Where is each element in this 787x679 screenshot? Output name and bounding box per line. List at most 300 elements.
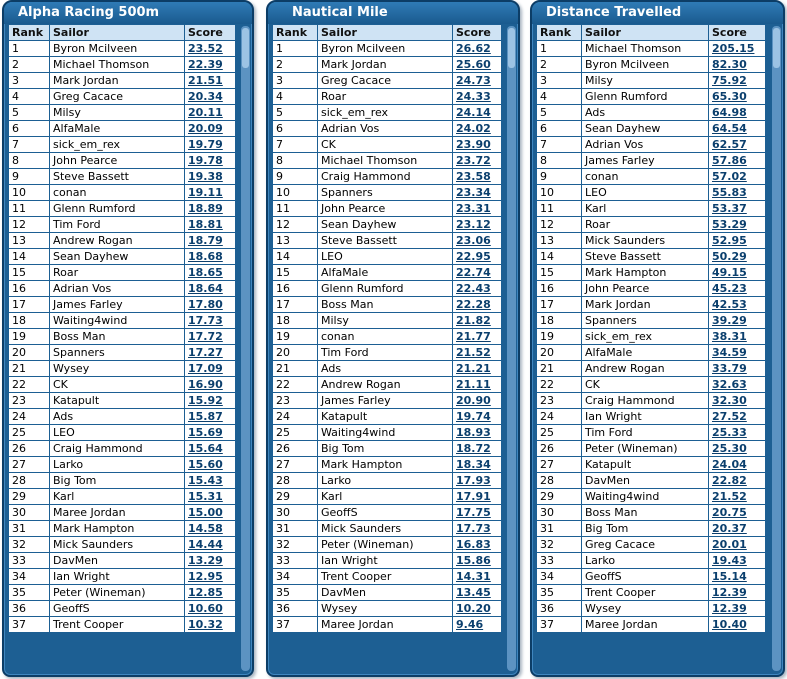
score-link[interactable]: 10.32 (185, 617, 236, 633)
score-link[interactable]: 32.63 (709, 377, 766, 393)
sailor-cell: Ian Wright (50, 569, 185, 585)
rank-cell: 35 (273, 585, 318, 601)
score-link[interactable]: 62.57 (709, 137, 766, 153)
rank-cell: 14 (273, 249, 318, 265)
sailor-cell: Milsy (50, 105, 185, 121)
score-link[interactable]: 18.68 (185, 249, 236, 265)
rank-cell: 37 (273, 617, 318, 633)
sailor-cell: Roar (50, 265, 185, 281)
sailor-cell: Mark Hampton (50, 521, 185, 537)
score-link[interactable]: 25.60 (453, 57, 502, 73)
score-link[interactable]: 34.59 (709, 345, 766, 361)
rank-cell: 30 (9, 505, 50, 521)
score-link[interactable]: 21.52 (709, 489, 766, 505)
table-header-row (537, 25, 766, 41)
rank-cell: 14 (9, 249, 50, 265)
score-link[interactable]: 14.58 (185, 521, 236, 537)
table-row (273, 297, 502, 313)
score-link[interactable]: 15.69 (185, 425, 236, 441)
table-row (537, 393, 766, 409)
score-link[interactable]: 52.95 (709, 233, 766, 249)
score-link[interactable]: 15.87 (185, 409, 236, 425)
sailor-cell: Michael Thomson (582, 41, 709, 57)
score-link[interactable]: 20.11 (185, 105, 236, 121)
sailor-cell: Waiting4wind (318, 425, 453, 441)
rank-cell: 12 (9, 217, 50, 233)
table-row (537, 137, 766, 153)
score-link[interactable]: 16.90 (185, 377, 236, 393)
sailor-cell: Big Tom (318, 441, 453, 457)
rank-cell: 35 (9, 585, 50, 601)
sailor-cell: Larko (50, 457, 185, 473)
score-link[interactable]: 15.14 (709, 569, 766, 585)
score-link[interactable]: 12.95 (185, 569, 236, 585)
score-link[interactable]: 82.30 (709, 57, 766, 73)
score-link[interactable]: 25.33 (709, 425, 766, 441)
score-link[interactable]: 32.30 (709, 393, 766, 409)
table-row (273, 409, 502, 425)
table-row (9, 505, 236, 521)
scrollbar-thumb[interactable] (242, 28, 249, 68)
score-link[interactable]: 57.02 (709, 169, 766, 185)
rank-cell: 37 (537, 617, 582, 633)
sailor-cell: Trent Cooper (50, 617, 185, 633)
rank-cell: 16 (537, 281, 582, 297)
rank-cell: 31 (537, 521, 582, 537)
rank-cell: 28 (273, 473, 318, 489)
table-row (273, 425, 502, 441)
score-link[interactable]: 15.43 (185, 473, 236, 489)
score-link[interactable]: 38.31 (709, 329, 766, 345)
sailor-cell: Ian Wright (318, 553, 453, 569)
table-row (9, 297, 236, 313)
score-link[interactable]: 75.92 (709, 73, 766, 89)
score-header: Score (185, 25, 236, 41)
rank-cell: 20 (273, 345, 318, 361)
table-row (273, 281, 502, 297)
table-row (273, 601, 502, 617)
table-row (9, 121, 236, 137)
sailor-cell: Steve Bassett (318, 233, 453, 249)
score-link[interactable]: 24.04 (709, 457, 766, 473)
score-link[interactable]: 15.64 (185, 441, 236, 457)
score-link[interactable]: 10.20 (453, 601, 502, 617)
score-link[interactable]: 17.80 (185, 297, 236, 313)
sailor-cell: Byron Mcilveen (318, 41, 453, 57)
panel-title: Nautical Mile (268, 2, 518, 24)
score-link[interactable]: 19.79 (185, 137, 236, 153)
score-link[interactable]: 50.29 (709, 249, 766, 265)
vertical-scrollbar[interactable] (241, 26, 250, 671)
sailor-cell: Sean Dayhew (582, 121, 709, 137)
score-link[interactable]: 15.86 (453, 553, 502, 569)
rank-cell: 24 (273, 409, 318, 425)
sailor-cell: Michael Thomson (318, 153, 453, 169)
table-row (9, 409, 236, 425)
table-row (537, 361, 766, 377)
sailor-cell: Tim Ford (318, 345, 453, 361)
sailor-cell: Ads (582, 105, 709, 121)
table-row (9, 601, 236, 617)
table-header-row (9, 25, 236, 41)
score-link[interactable]: 55.83 (709, 185, 766, 201)
sailor-cell: Maree Jordan (582, 617, 709, 633)
rank-cell: 23 (9, 393, 50, 409)
table-row (537, 281, 766, 297)
rank-cell: 16 (9, 281, 50, 297)
rank-cell: 8 (273, 153, 318, 169)
rank-cell: 29 (273, 489, 318, 505)
score-link[interactable]: 18.72 (453, 441, 502, 457)
score-link[interactable]: 20.90 (453, 393, 502, 409)
rank-cell: 22 (537, 377, 582, 393)
table-row (273, 185, 502, 201)
score-link[interactable]: 15.31 (185, 489, 236, 505)
score-link[interactable]: 53.29 (709, 217, 766, 233)
rank-cell: 3 (9, 73, 50, 89)
score-link[interactable]: 12.39 (709, 601, 766, 617)
sailor-cell: LEO (582, 185, 709, 201)
table-row (537, 377, 766, 393)
table-row (537, 409, 766, 425)
table-row (537, 313, 766, 329)
sailor-cell: Trent Cooper (582, 585, 709, 601)
score-link[interactable]: 57.86 (709, 153, 766, 169)
rank-cell: 30 (273, 505, 318, 521)
score-link[interactable]: 24.02 (453, 121, 502, 137)
table-row (537, 473, 766, 489)
score-link[interactable]: 21.77 (453, 329, 502, 345)
rank-header: Rank (9, 25, 50, 41)
rank-cell: 10 (9, 185, 50, 201)
score-link[interactable]: 10.60 (185, 601, 236, 617)
sailor-cell: Ian Wright (582, 409, 709, 425)
rank-cell: 33 (537, 553, 582, 569)
sailor-cell: CK (50, 377, 185, 393)
score-link[interactable]: 23.31 (453, 201, 502, 217)
table-row (273, 105, 502, 121)
score-link[interactable]: 21.11 (453, 377, 502, 393)
rank-cell: 9 (537, 169, 582, 185)
table-row (537, 121, 766, 137)
sailor-cell: LEO (50, 425, 185, 441)
rank-cell: 18 (9, 313, 50, 329)
sailor-cell: Craig Hammond (318, 169, 453, 185)
table-row (537, 57, 766, 73)
sailor-cell: LEO (318, 249, 453, 265)
score-link[interactable]: 33.79 (709, 361, 766, 377)
table-row (273, 57, 502, 73)
score-link[interactable]: 23.58 (453, 169, 502, 185)
sailor-cell: DavMen (582, 473, 709, 489)
sailor-cell: Steve Bassett (582, 249, 709, 265)
score-link[interactable]: 19.43 (709, 553, 766, 569)
score-link[interactable]: 13.45 (453, 585, 502, 601)
score-link[interactable]: 45.23 (709, 281, 766, 297)
score-link[interactable]: 19.38 (185, 169, 236, 185)
score-link[interactable]: 14.31 (453, 569, 502, 585)
rank-cell: 28 (9, 473, 50, 489)
table-row (537, 297, 766, 313)
score-link[interactable]: 19.11 (185, 185, 236, 201)
sailor-cell: Waiting4wind (582, 489, 709, 505)
rank-cell: 28 (537, 473, 582, 489)
table-row (537, 185, 766, 201)
score-link[interactable]: 42.53 (709, 297, 766, 313)
sailor-cell: Andrew Rogan (318, 377, 453, 393)
rank-cell: 7 (273, 137, 318, 153)
rank-cell: 36 (537, 601, 582, 617)
table-row (537, 537, 766, 553)
sailor-cell: conan (318, 329, 453, 345)
score-link[interactable]: 17.73 (185, 313, 236, 329)
rank-cell: 35 (537, 585, 582, 601)
sailor-cell: Ads (318, 361, 453, 377)
score-link[interactable]: 64.54 (709, 121, 766, 137)
rank-cell: 12 (273, 217, 318, 233)
table-row (537, 249, 766, 265)
score-link[interactable]: 20.09 (185, 121, 236, 137)
score-link[interactable]: 22.43 (453, 281, 502, 297)
rank-cell: 10 (273, 185, 318, 201)
score-link[interactable]: 18.89 (185, 201, 236, 217)
score-link[interactable]: 14.44 (185, 537, 236, 553)
table-row (273, 393, 502, 409)
sailor-cell: Mark Jordan (582, 297, 709, 313)
sailor-cell: Katapult (318, 409, 453, 425)
score-link[interactable]: 65.30 (709, 89, 766, 105)
rank-cell: 21 (273, 361, 318, 377)
score-link[interactable]: 20.75 (709, 505, 766, 521)
score-link[interactable]: 27.52 (709, 409, 766, 425)
rank-cell: 13 (273, 233, 318, 249)
score-link[interactable]: 53.37 (709, 201, 766, 217)
vertical-scrollbar[interactable] (772, 26, 781, 671)
score-link[interactable]: 15.60 (185, 457, 236, 473)
score-link[interactable]: 21.52 (453, 345, 502, 361)
sailor-cell: Milsy (318, 313, 453, 329)
score-header: Score (453, 25, 502, 41)
score-link[interactable]: 23.52 (185, 41, 236, 57)
score-link[interactable]: 49.15 (709, 265, 766, 281)
rank-cell: 19 (9, 329, 50, 345)
rank-cell: 29 (537, 489, 582, 505)
scrollbar-thumb[interactable] (773, 28, 780, 68)
leaderboard-panel-alpha (2, 0, 254, 677)
rank-cell: 12 (537, 217, 582, 233)
rank-cell: 32 (273, 537, 318, 553)
sailor-cell: conan (582, 169, 709, 185)
score-link[interactable]: 21.51 (185, 73, 236, 89)
table-row (537, 89, 766, 105)
sailor-cell: Greg Cacace (318, 73, 453, 89)
score-link[interactable]: 18.93 (453, 425, 502, 441)
score-link[interactable]: 22.82 (709, 473, 766, 489)
rank-header: Rank (537, 25, 582, 41)
score-link[interactable]: 17.09 (185, 361, 236, 377)
score-link[interactable]: 17.72 (185, 329, 236, 345)
rank-cell: 36 (273, 601, 318, 617)
table-row (9, 105, 236, 121)
table-row (537, 169, 766, 185)
score-link[interactable]: 17.75 (453, 505, 502, 521)
score-link[interactable]: 23.06 (453, 233, 502, 249)
score-link[interactable]: 18.79 (185, 233, 236, 249)
sailor-cell: conan (50, 185, 185, 201)
score-link[interactable]: 25.30 (709, 441, 766, 457)
rank-cell: 34 (9, 569, 50, 585)
score-link[interactable]: 12.39 (709, 585, 766, 601)
score-link[interactable]: 18.65 (185, 265, 236, 281)
table-row (9, 425, 236, 441)
sailor-cell: Larko (318, 473, 453, 489)
rank-cell: 8 (537, 153, 582, 169)
score-link[interactable]: 23.34 (453, 185, 502, 201)
sailor-cell: CK (582, 377, 709, 393)
score-link[interactable]: 22.28 (453, 297, 502, 313)
score-link[interactable]: 18.81 (185, 217, 236, 233)
score-link[interactable]: 205.15 (709, 41, 766, 57)
table-row (273, 217, 502, 233)
sailor-cell: Big Tom (50, 473, 185, 489)
score-link[interactable]: 17.93 (453, 473, 502, 489)
sailor-cell: Byron Mcilveen (582, 57, 709, 73)
score-link[interactable]: 15.92 (185, 393, 236, 409)
table-row (273, 569, 502, 585)
table-row (273, 41, 502, 57)
score-link[interactable]: 20.34 (185, 89, 236, 105)
rank-cell: 19 (537, 329, 582, 345)
rank-cell: 7 (537, 137, 582, 153)
rank-cell: 26 (9, 441, 50, 457)
rank-cell: 11 (273, 201, 318, 217)
score-link[interactable]: 24.33 (453, 89, 502, 105)
sailor-cell: Peter (Wineman) (582, 441, 709, 457)
table-row (273, 377, 502, 393)
table-row (9, 313, 236, 329)
rank-cell: 25 (9, 425, 50, 441)
score-link[interactable]: 64.98 (709, 105, 766, 121)
rank-cell: 17 (537, 297, 582, 313)
sailor-cell: Ads (50, 409, 185, 425)
sailor-cell: Katapult (582, 457, 709, 473)
sailor-cell: Mick Saunders (318, 521, 453, 537)
score-link[interactable]: 20.01 (709, 537, 766, 553)
score-link[interactable]: 22.95 (453, 249, 502, 265)
table-row (9, 185, 236, 201)
rank-cell: 24 (537, 409, 582, 425)
score-link[interactable]: 16.83 (453, 537, 502, 553)
table-row (273, 585, 502, 601)
sailor-cell: Steve Bassett (50, 169, 185, 185)
table-row (9, 585, 236, 601)
score-link[interactable]: 19.78 (185, 153, 236, 169)
rank-cell: 1 (537, 41, 582, 57)
sailor-cell: Michael Thomson (50, 57, 185, 73)
rank-cell: 8 (9, 153, 50, 169)
sailor-cell: Karl (50, 489, 185, 505)
score-link[interactable]: 12.85 (185, 585, 236, 601)
score-link[interactable]: 23.90 (453, 137, 502, 153)
score-link[interactable]: 10.40 (709, 617, 766, 633)
sailor-cell: Spanners (50, 345, 185, 361)
table-row (273, 329, 502, 345)
rank-cell: 22 (9, 377, 50, 393)
score-link[interactable]: 24.73 (453, 73, 502, 89)
score-link[interactable]: 13.29 (185, 553, 236, 569)
table-row (273, 249, 502, 265)
score-link[interactable]: 22.39 (185, 57, 236, 73)
score-link[interactable]: 18.34 (453, 457, 502, 473)
table-row (537, 569, 766, 585)
scrollbar-thumb[interactable] (508, 28, 515, 68)
rank-cell: 24 (9, 409, 50, 425)
sailor-cell: James Farley (318, 393, 453, 409)
table-row (9, 361, 236, 377)
score-header: Score (709, 25, 766, 41)
sailor-cell: GeoffS (318, 505, 453, 521)
sailor-cell: Mark Hampton (318, 457, 453, 473)
score-link[interactable]: 19.74 (453, 409, 502, 425)
table-row (537, 265, 766, 281)
rank-cell: 21 (9, 361, 50, 377)
sailor-cell: Craig Hammond (582, 393, 709, 409)
rank-cell: 11 (537, 201, 582, 217)
table-row (273, 265, 502, 281)
rank-cell: 7 (9, 137, 50, 153)
score-link[interactable]: 9.46 (453, 617, 502, 633)
rank-cell: 34 (537, 569, 582, 585)
leaderboard-table (8, 24, 236, 633)
table-row (537, 601, 766, 617)
table-row (273, 201, 502, 217)
rank-cell: 17 (273, 297, 318, 313)
rank-cell: 15 (273, 265, 318, 281)
score-link[interactable]: 21.21 (453, 361, 502, 377)
sailor-cell: Karl (582, 201, 709, 217)
rank-cell: 23 (273, 393, 318, 409)
rank-cell: 9 (9, 169, 50, 185)
score-link[interactable]: 39.29 (709, 313, 766, 329)
score-link[interactable]: 26.62 (453, 41, 502, 57)
table-row (9, 489, 236, 505)
sailor-cell: Andrew Rogan (582, 361, 709, 377)
score-link[interactable]: 24.14 (453, 105, 502, 121)
vertical-scrollbar[interactable] (507, 26, 516, 671)
score-link[interactable]: 23.72 (453, 153, 502, 169)
rank-cell: 20 (9, 345, 50, 361)
score-link[interactable]: 17.91 (453, 489, 502, 505)
rank-cell: 31 (9, 521, 50, 537)
rank-cell: 33 (9, 553, 50, 569)
rank-cell: 32 (537, 537, 582, 553)
score-link[interactable]: 23.12 (453, 217, 502, 233)
sailor-cell: James Farley (582, 153, 709, 169)
table-row (537, 345, 766, 361)
score-link[interactable]: 15.00 (185, 505, 236, 521)
score-link[interactable]: 22.74 (453, 265, 502, 281)
table-row (537, 153, 766, 169)
score-link[interactable]: 18.64 (185, 281, 236, 297)
score-link[interactable]: 17.27 (185, 345, 236, 361)
rank-cell: 1 (273, 41, 318, 57)
score-link[interactable]: 17.73 (453, 521, 502, 537)
table-row (273, 505, 502, 521)
score-link[interactable]: 20.37 (709, 521, 766, 537)
table-row (9, 617, 236, 633)
rank-cell: 4 (9, 89, 50, 105)
score-link[interactable]: 21.82 (453, 313, 502, 329)
